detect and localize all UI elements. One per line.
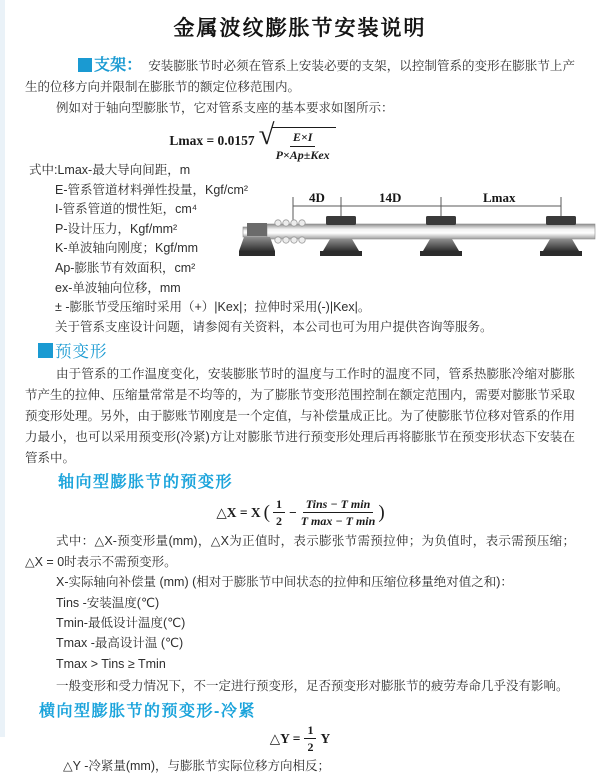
support-intro-paragraph [25,55,575,98]
guide-spacing-formula [25,123,575,162]
fraction-denominator: 2 [307,740,314,755]
section-marker-square-icon [78,58,92,72]
pipe-diagram-svg [243,190,595,274]
cold-tightening-note-line: △Y -冷紧量(mm)，与膨胀节实际位移方向相反； [63,758,331,773]
definition-line: 式中:Lmax-最大导向间距，m [29,163,191,177]
dim-label-14d: 14D [379,190,402,205]
minus-operator: − [289,504,297,520]
temperature-ratio-fraction [301,497,376,529]
predeform-heading-text: 预变形 [55,343,108,362]
formula-delta-x [216,497,383,529]
pipe-body [267,224,595,239]
formula-dy-lhs: △Y = [269,730,301,746]
predeform-body-paragraph: 由于管系的工作温度变化，安装膨胀节时的温度与工作时的温度不同，管系热膨胀冷缩对膨胀节产生的拉伸、压缩量常常是不均等的，为了膨胀节变形范围控制在额定范围内，需要对膨胀节采取预变形处理。另外，由于膨账节刚度是一个定值，与补偿量成正比。为了使膨胀节位移对管系的作用力最小，也可以采用预变形(冷紧)方让对膨胀节进行预变形处理后再将膨胀节在预变形状态下安装在管系中。 [25,367,576,465]
definition-line: Ap-膨胀节有效面积，cm² [55,260,196,275]
definition-line: E-管系管道材料弹性投量，Kgf/cm² [55,182,249,197]
support-intro-text: 安装膨胀节时必须在管系上安装必要的支架，以控制管系的变形在膨胀节上产生的位移方向并限制在膨胀节的额定位移范围内。 [25,59,575,94]
lateral-predeform-formula [25,724,575,754]
page-title: 金属波纹膨胀节安装说明 [173,17,427,40]
definition-line: ex-单波轴向位移，mm [55,280,181,295]
anchor-base [239,251,275,256]
temperature-line: Tmax -最高设计温 (℃) [56,636,184,651]
formula-lmax [169,120,335,162]
page-left-edge-band [0,0,5,737]
one-half-fraction [304,723,316,755]
temperature-inequality-line: Tmax > Tins ≥ Tmin [56,656,166,671]
dim-label-4d: 4D [309,190,325,205]
axial-predeform-subheading: 轴向型膨胀节的预变形 [58,474,234,492]
sqrt-radicand [272,127,336,162]
temperature-line: Tins -安装温度(℃) [56,595,160,610]
sqrt-radical [259,120,336,162]
formula-delta-y [270,723,330,755]
fraction-numerator: Tins − T min [303,497,374,513]
fraction-denominator: T max − T min [300,514,376,529]
lateral-predeform-subheading: 横向型膨胀节的预变形-冷紧 [39,702,256,720]
formula-lmax-lhs: Lmax = 0.0157 [169,133,255,148]
definition-line: ± -膨胀节受压缩时采用（+）|Kex|；拉伸时采用(-)|Kex|。 [55,300,371,315]
radicand-fraction [276,130,330,162]
section-marker-square-icon [38,343,53,358]
fraction-denominator: P×Ap±Kex [275,147,330,162]
anchor-block [247,223,267,236]
axial-general-note: 一般变形和受力情况下，不一定进行预变形，足否预变形对膨胀节的疲劳寿命几乎没有影响。 [56,679,569,694]
one-half-fraction [273,497,285,529]
formula-dy-rhs: Y [320,730,331,746]
fraction-denominator: 2 [276,514,282,529]
section-predeform-heading [38,339,575,361]
right-paren: ) [378,501,385,523]
section-support-label: 支架： [94,57,143,74]
definition-line: I-管系管道的惯性矩，cm⁴ [55,202,198,217]
formula-dx-lhs: △X = X [216,504,261,520]
definition-line: 关于管系支座设计问题，请参阅有关资料，本公司也可为用户提供咨询等服务。 [55,319,493,334]
fraction-numerator: 1 [273,497,285,513]
definition-line: P-设计压力，Kgf/mm² [55,221,178,236]
fraction-numerator: 1 [304,723,316,739]
definition-line: K-单波轴向刚度；Kgf/mm [55,241,199,256]
anchor-saddle [239,237,275,251]
axial-note-paragraph: 式中：△X-预变形量(mm)，△X为正值时，表示膨张节需预拉伸；为负值时，表示需预压缩；△X = 0时表示不需预变形。 [25,534,575,569]
fraction-numerator: √ E×I [290,130,316,146]
axial-x-definition-line: X-实际轴向补偿量 (mm) (相对于膨胀节中间状态的拉伸和压缩位移量绝对值之和)： [56,575,513,590]
dim-label-lmax: Lmax [483,190,516,205]
pipe-support-diagram [243,190,595,274]
axial-predeform-formula [25,496,575,529]
support-example-line: 例如对于轴向型膨胀节，它对管系支座的基本要求如图所示： [56,101,394,115]
temperature-line: Tmin-最低设计温度(℃) [56,615,186,630]
left-paren: ( [263,501,270,523]
